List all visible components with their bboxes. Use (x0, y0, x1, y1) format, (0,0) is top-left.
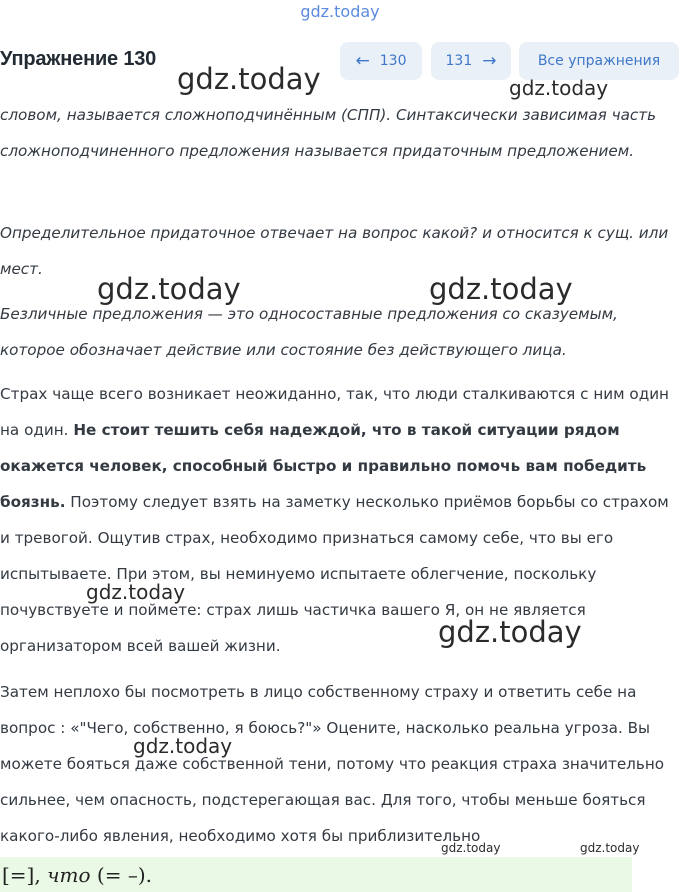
text-paragraph-fear (0, 376, 672, 664)
formula-main-clause: [=] (2, 862, 35, 887)
watermark-text: gdz.today (97, 272, 241, 306)
next-exercise-button[interactable] (431, 42, 511, 80)
watermark-text: gdz.today (429, 272, 573, 306)
site-watermark-top: gdz.today (300, 2, 380, 21)
watermark-text: gdz.today (580, 841, 640, 855)
watermark-text: gdz.today (438, 615, 582, 649)
exercise-header (0, 42, 680, 82)
rule-paragraph-spp: словом, называется сложноподчинённым (СПП). Синтаксически зависимая часть сложноподчиненного предложения называется придаточным предложением. (0, 106, 657, 160)
arrow-left-icon: ← (355, 50, 370, 71)
formula-conjunction: что (47, 862, 91, 887)
formula-subclause: (= –). (96, 862, 152, 887)
text-fragment: Страх чаще всего возникает неожиданно, так, что люди сталкиваются с ним один на один. (0, 385, 669, 439)
page-title: Упражнение 130 (0, 48, 157, 70)
arrow-right-icon: → (482, 50, 497, 71)
text-fragment: Поэтому следует взять на заметку несколько приёмов борьбы со страхом и тревогой. Ощутив страх, необходимо признаться самому себе, что вы его испытываете. При этом, вы неминуемо испытаете облегчение, поскольку почувствуете и поймете: страх лишь частичка вашего Я, он не является организатором всей вашей жизни. (0, 493, 669, 655)
all-exercises-label: Все упражнения (537, 53, 661, 69)
prev-exercise-label: 130 (379, 53, 407, 69)
watermark-text: gdz.today (509, 76, 609, 100)
formula-comma: , (34, 862, 41, 887)
watermark-text: gdz.today (441, 841, 501, 855)
all-exercises-button[interactable] (519, 42, 679, 80)
formula-scheme (0, 857, 632, 892)
watermark-text: gdz.today (177, 62, 321, 96)
watermark-text: gdz.today (86, 580, 186, 604)
watermark-text: gdz.today (133, 734, 233, 758)
bold-sentence: Не стоит тешить себя надеждой, что в такой ситуации рядом окажется человек, способный быстро и правильно помочь вам победить боязнь. (0, 421, 647, 511)
prev-exercise-button[interactable] (340, 42, 422, 80)
rule-paragraph-attributive: Определительное придаточное отвечает на вопрос какой? и относится к сущ. или мест. (0, 224, 669, 278)
rule-paragraph-impersonal: Безличные предложения — это односоставные предложения со сказуемым, которое обозначает действие или состояние без действующего лица. (0, 305, 618, 359)
text-paragraph-look-fear: Затем неплохо бы посмотреть в лицо собственному страху и ответить себе на вопрос : «"Чего, собственно, я боюсь?"» Оцените, насколько реальна угроза. Вы можете бояться даже собственной тени, потому что реакция страха значительно сильнее, чем опасность, подстерегающая вас. Для того, чтобы меньше бояться какого-либо явления, необходимо хотя бы приблизительно (0, 683, 665, 845)
next-exercise-label: 131 (445, 53, 473, 69)
